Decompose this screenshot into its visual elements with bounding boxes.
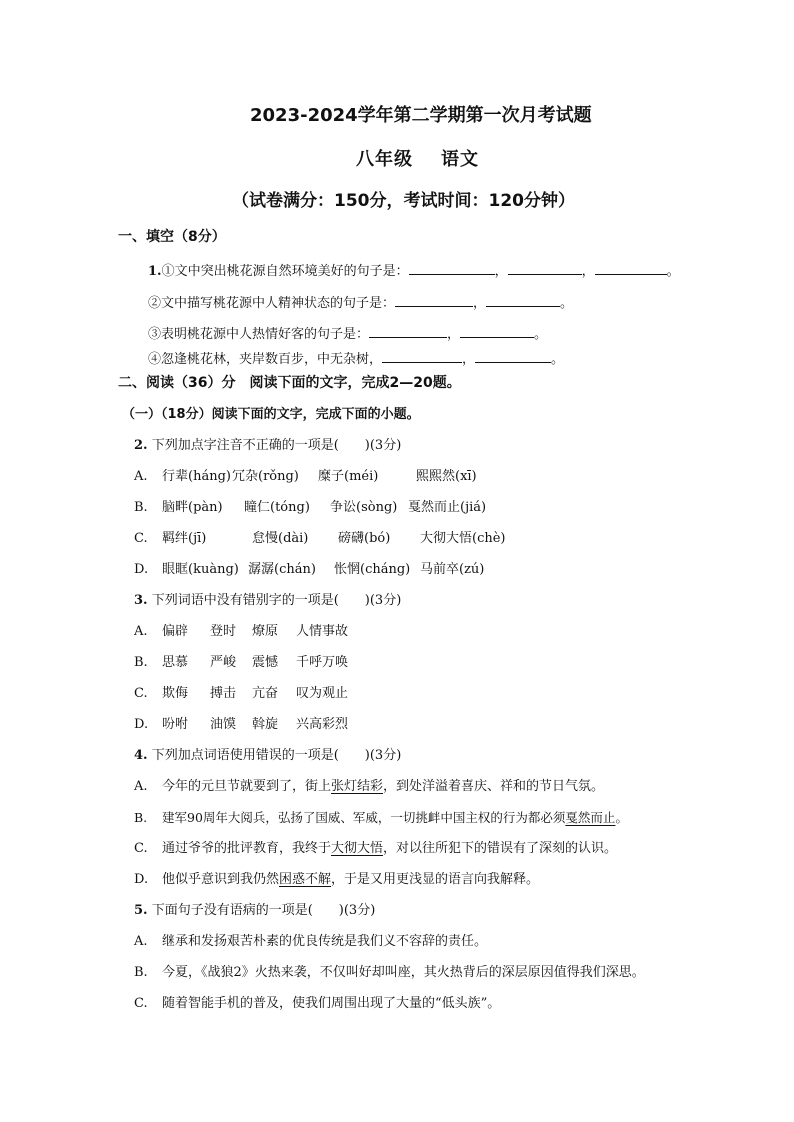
- section2-heading: 二、阅读（36）分 阅读下面的文字，完成2—20题。: [118, 375, 461, 391]
- option-b[interactable]: [134, 654, 348, 672]
- fill-item-2: [148, 292, 573, 313]
- fill-item-text: ④忽逢桃花林，夹岸数百步，中无杂树，: [148, 352, 383, 367]
- option-text: 通过爷爷的批评教育，我终于: [162, 841, 332, 856]
- option-c[interactable]: [134, 685, 348, 703]
- answer-blank[interactable]: [595, 260, 667, 275]
- answer-blank[interactable]: [395, 292, 473, 307]
- question-text: 下列加点字注音不正确的一项是( )(3分): [151, 438, 402, 453]
- option-a[interactable]: [134, 778, 604, 796]
- option-a[interactable]: [134, 468, 477, 486]
- end-mark: 。: [666, 264, 680, 279]
- answer-blank[interactable]: [409, 260, 495, 275]
- option-label: A.: [134, 779, 148, 794]
- separator: ，: [494, 264, 508, 279]
- option-term: 吩咐: [162, 717, 189, 732]
- option-label: C.: [134, 841, 148, 856]
- section1-heading: 一、填空（8分）: [118, 229, 226, 245]
- option-label: C.: [134, 996, 148, 1011]
- option-a[interactable]: [134, 623, 348, 641]
- answer-blank[interactable]: [382, 348, 462, 363]
- option-text: 建军90周年大阅兵，弘扬了国威、军威，一切挑衅中国主权的行为都必须: [162, 810, 566, 825]
- option-a[interactable]: [134, 933, 487, 951]
- option-term: 斡旋: [252, 717, 279, 732]
- question-text: 下列词语中没有错别字的一项是( )(3分): [151, 593, 402, 608]
- underlined-term: 戛然而止: [565, 810, 616, 825]
- option-term: 潺潺(chán): [248, 562, 316, 577]
- option-term: 亢奋: [252, 686, 279, 701]
- question-5-stem: [134, 902, 375, 920]
- fill-item-4: [148, 348, 564, 369]
- fill-item-text: ②文中描写桃花源中人精神状态的句子是：: [148, 296, 396, 311]
- option-label: B.: [134, 655, 148, 670]
- option-term: 行辈(háng): [162, 469, 231, 484]
- fill-item-3: [148, 323, 547, 344]
- part1-heading: （一）（18分）阅读下面的文字，完成下面的小题。: [122, 407, 420, 422]
- option-term: 糜子(méi): [318, 469, 379, 484]
- option-text: 随着智能手机的普及，使我们周围出现了大量的“低头族”。: [162, 996, 501, 1011]
- option-c[interactable]: [134, 995, 500, 1013]
- end-mark: 。: [551, 352, 565, 367]
- option-text: 今年的元旦节就要到了，街上: [162, 779, 332, 794]
- option-text: 。: [615, 810, 628, 825]
- question-number: 5.: [134, 903, 148, 918]
- option-term: 眼眶(kuàng): [162, 562, 239, 577]
- fill-item-text: ③表明桃花源中人热情好客的句子是：: [148, 327, 370, 342]
- option-term: 震憾: [252, 655, 279, 670]
- option-label: B.: [134, 810, 148, 825]
- option-b[interactable]: [134, 499, 486, 517]
- option-text: 继承和发扬艰苦朴素的优良传统是我们义不容辞的责任。: [162, 934, 488, 949]
- subject-label: 语文: [441, 149, 479, 170]
- underlined-term: 大彻大悟: [331, 841, 384, 856]
- option-term: 燎原: [252, 624, 279, 639]
- option-term: 熙熙然(xī): [416, 469, 477, 484]
- option-b[interactable]: [134, 964, 645, 982]
- option-term: 人情事故: [296, 624, 349, 639]
- option-term: 油馍: [210, 717, 237, 732]
- option-label: D.: [134, 562, 149, 577]
- option-label: C.: [134, 531, 148, 546]
- option-label: A.: [134, 469, 148, 484]
- grade-subject: [356, 148, 479, 172]
- option-text: ，于是又用更浅显的语言向我解释。: [331, 872, 540, 887]
- answer-blank[interactable]: [369, 323, 447, 338]
- option-term: 羁绊(jī): [162, 531, 207, 546]
- option-term: 戛然而止(jiá): [408, 500, 487, 515]
- option-d[interactable]: [134, 716, 348, 734]
- fill-item-text: ①文中突出桃花源自然环境美好的句子是：: [161, 264, 409, 279]
- answer-blank[interactable]: [486, 292, 560, 307]
- option-c[interactable]: [134, 840, 617, 858]
- option-term: 搏击: [210, 686, 237, 701]
- option-label: C.: [134, 686, 148, 701]
- option-term: 争讼(sòng): [330, 500, 398, 515]
- option-term: 登时: [210, 624, 237, 639]
- option-text: 他似乎意识到我仍然: [162, 872, 280, 887]
- option-label: A.: [134, 934, 148, 949]
- fill-item-1: [148, 260, 680, 281]
- option-text: 今夏，《战狼2》火热来袭，不仅叫好却叫座，其火热背后的深层原因值得我们深思。: [162, 965, 645, 980]
- option-text: ，对以往所犯下的错误有了深刻的认识。: [383, 841, 618, 856]
- question-number: 4.: [134, 748, 148, 763]
- option-term: 冗杂(rǒng): [232, 469, 299, 484]
- option-term: 叹为观止: [296, 686, 349, 701]
- exam-title: 2023-2024学年第二学期第一次月考试题: [250, 105, 592, 126]
- option-term: 怅惘(cháng): [334, 562, 411, 577]
- option-d[interactable]: [134, 871, 539, 889]
- question-number: 2.: [134, 438, 148, 453]
- option-label: D.: [134, 872, 149, 887]
- separator: ，: [473, 296, 487, 311]
- option-term: 马前卒(zú): [420, 562, 485, 577]
- underlined-term: 困惑不解: [279, 872, 332, 887]
- answer-blank[interactable]: [508, 260, 582, 275]
- option-label: B.: [134, 500, 148, 515]
- question-text: 下列加点词语使用错误的一项是( )(3分): [151, 748, 402, 763]
- option-term: 脑畔(pàn): [162, 500, 223, 515]
- separator: ，: [462, 352, 476, 367]
- separator: ，: [447, 327, 461, 342]
- end-mark: 。: [560, 296, 574, 311]
- option-c[interactable]: [134, 530, 506, 548]
- option-term: 怠慢(dài): [252, 531, 309, 546]
- option-term: 偏辟: [162, 624, 189, 639]
- option-term: 思慕: [162, 655, 189, 670]
- option-label: D.: [134, 717, 149, 732]
- option-term: 大彻大悟(chè): [420, 531, 506, 546]
- question-text: 下面句子没有语病的一项是( )(3分): [151, 903, 376, 918]
- underlined-term: 张灯结彩: [331, 779, 384, 794]
- option-term: 千呼万唤: [296, 655, 349, 670]
- option-term: 欺侮: [162, 686, 189, 701]
- option-label: B.: [134, 965, 148, 980]
- separator: ，: [581, 264, 595, 279]
- question-number: 1.: [148, 264, 162, 279]
- option-b[interactable]: [134, 809, 628, 827]
- answer-blank[interactable]: [460, 323, 534, 338]
- option-text: ，到处洋溢着喜庆、祥和的节日气氛。: [383, 779, 605, 794]
- option-term: 磅礴(bó): [338, 531, 391, 546]
- option-term: 瞳仁(tóng): [244, 500, 310, 515]
- exam-info: （试卷满分：150分，考试时间：120分钟）: [232, 191, 575, 211]
- end-mark: 。: [534, 327, 548, 342]
- question-4-stem: [134, 747, 401, 765]
- grade-label: 八年级: [356, 149, 413, 170]
- option-label: A.: [134, 624, 148, 639]
- question-2-stem: [134, 437, 401, 455]
- answer-blank[interactable]: [475, 348, 551, 363]
- question-3-stem: [134, 592, 401, 610]
- option-term: 兴高彩烈: [296, 717, 349, 732]
- option-d[interactable]: [134, 561, 484, 579]
- question-number: 3.: [134, 593, 148, 608]
- option-term: 严峻: [210, 655, 237, 670]
